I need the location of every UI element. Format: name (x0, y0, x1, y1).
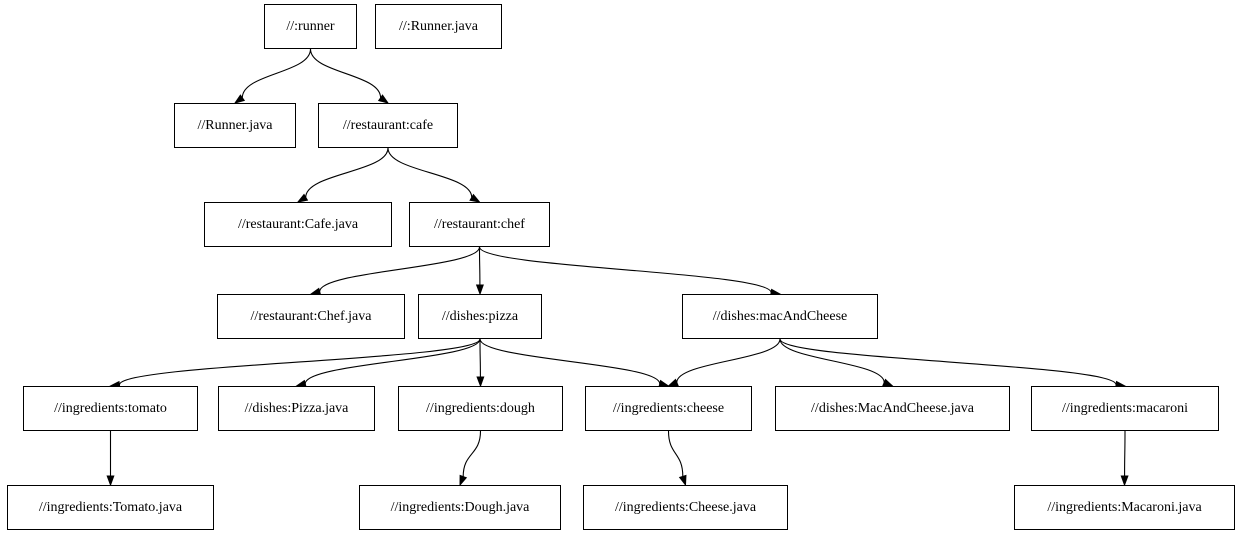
graph-node[interactable] (218, 386, 375, 431)
graph-node[interactable] (1014, 485, 1235, 530)
graph-edge-arrowhead (235, 95, 244, 103)
graph-edge-arrowhead (298, 195, 307, 202)
graph-node-label: //dishes:MacAndCheese.java (811, 400, 974, 416)
graph-node-label: //restaurant:chef (434, 216, 525, 232)
graph-edge-arrowhead (470, 195, 479, 202)
graph-edge (669, 431, 683, 476)
graph-node-label: //ingredients:Cheese.java (614, 499, 757, 515)
graph-node[interactable] (174, 103, 296, 148)
graph-node[interactable] (359, 485, 561, 530)
graph-node-label: //dishes:macAndCheese (712, 308, 848, 324)
graph-edge-arrowhead (379, 95, 388, 103)
graph-edge-arrowhead (460, 475, 466, 485)
graph-edge (780, 339, 1116, 385)
graph-node[interactable] (418, 294, 542, 339)
graph-node-label: //dishes:pizza (441, 308, 519, 324)
graph-node-label: //:runner (286, 18, 335, 34)
graph-node-label: //ingredients:tomato (54, 400, 167, 416)
graph-node-label: //ingredients:Macaroni.java (1047, 499, 1202, 515)
graph-node[interactable] (204, 202, 392, 247)
graph-edge-arrowhead (680, 475, 686, 485)
graph-node[interactable] (682, 294, 878, 339)
graph-edge (780, 339, 884, 383)
graph-edge-arrowhead (477, 285, 484, 294)
graph-edge (480, 339, 660, 384)
graph-node[interactable] (318, 103, 458, 148)
graph-node-label: //ingredients:macaroni (1062, 400, 1188, 416)
graph-edge (480, 247, 772, 293)
graph-edge-arrowhead (107, 476, 114, 485)
graph-edge (305, 339, 480, 384)
graph-node-label: //dishes:Pizza.java (244, 400, 349, 416)
graph-node-label: //:Runner.java (399, 18, 478, 34)
graph-edge (311, 49, 381, 98)
graph-node[interactable] (398, 386, 563, 431)
graph-node[interactable] (775, 386, 1010, 431)
graph-node[interactable] (264, 4, 357, 49)
graph-node-label: //restaurant:cafe (342, 117, 434, 133)
graph-edge (242, 49, 310, 98)
graph-node-label: //restaurant:Chef.java (250, 308, 372, 324)
graph-edge-arrowhead (477, 377, 484, 386)
graph-node[interactable] (1031, 386, 1219, 431)
graph-edge (388, 148, 472, 197)
graph-node-label: //ingredients:Dough.java (390, 499, 530, 515)
graph-node[interactable] (585, 386, 752, 431)
graph-node-label: //restaurant:Cafe.java (237, 216, 359, 232)
graph-node[interactable] (7, 485, 214, 530)
graph-node-label: //Runner.java (197, 117, 273, 133)
graph-edge-arrowhead (1121, 476, 1128, 485)
graph-node[interactable] (217, 294, 405, 339)
graph-edge (320, 247, 480, 292)
graph-edge (306, 148, 388, 197)
graph-node[interactable] (375, 4, 502, 49)
graph-node[interactable] (409, 202, 550, 247)
graph-edge (463, 431, 480, 477)
graph-node-label: //ingredients:Tomato.java (38, 499, 183, 515)
graph-node[interactable] (583, 485, 788, 530)
graph-edge (677, 339, 780, 383)
graph-node[interactable] (23, 386, 198, 431)
graph-node-label: //ingredients:dough (426, 400, 535, 416)
graph-edge (119, 339, 480, 385)
graph-node-label: //ingredients:cheese (612, 400, 725, 416)
